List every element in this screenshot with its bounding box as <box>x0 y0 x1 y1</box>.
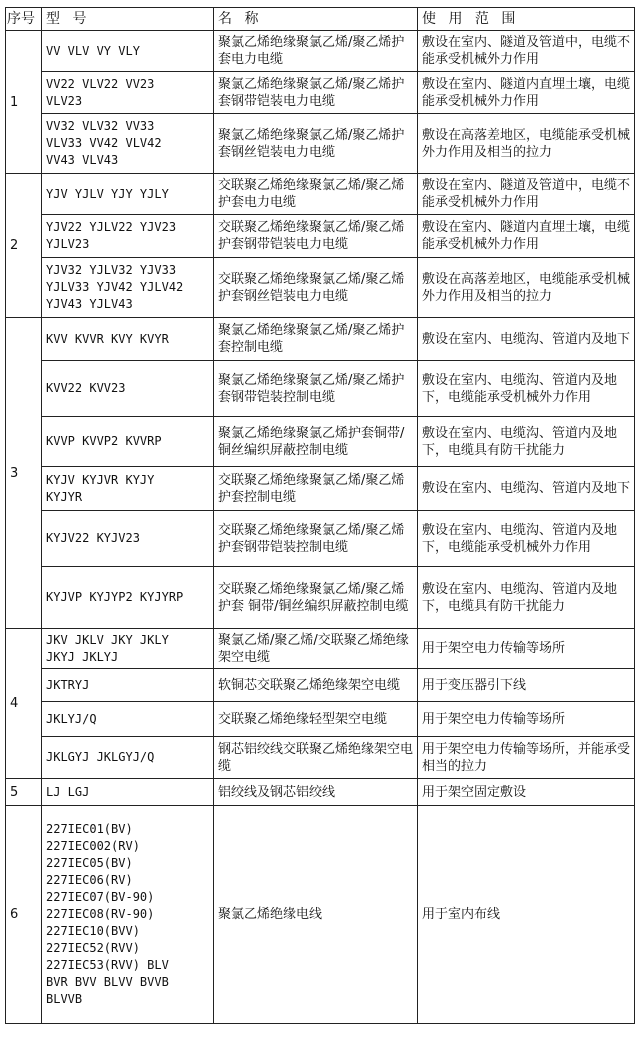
usage-cell: 敷设在高落差地区，电缆能承受机械外力作用及相当的拉力 <box>418 114 635 174</box>
model-cell <box>42 629 214 669</box>
usage-cell: 敷设在室内、隧道内直埋土壤，电缆能承受机械外力作用 <box>418 215 635 258</box>
model-code: JKV JKLV JKY JKLY <box>46 632 169 647</box>
name-cell: 聚氯乙烯绝缘聚氯乙烯/聚乙烯护套钢带铠装电力电缆 <box>214 72 418 114</box>
model-code: KYJVP KYJYP2 KYJYRP <box>46 590 184 604</box>
name-cell: 交联聚乙烯绝缘聚氯乙烯/聚乙烯护套控制电缆 <box>214 467 418 511</box>
usage-cell: 用于室内布线 <box>418 806 635 1024</box>
usage-cell: 敷设在室内、隧道及管道中，电缆不能承受机械外力作用 <box>418 31 635 72</box>
table-row <box>6 258 635 318</box>
model-code: VV32 VLV32 VV33 <box>46 119 155 133</box>
usage-cell: 用于架空电力传输等场所 <box>418 629 635 669</box>
seq-cell: 2 <box>6 174 42 318</box>
model-code: VV22 VLV22 VV23 <box>46 76 155 91</box>
model-code: BVR BVV BLVV BVVB <box>46 975 169 989</box>
table-row <box>6 417 635 467</box>
model-cell <box>42 72 214 114</box>
model-code: JKYJ JKLYJ <box>46 649 119 664</box>
model-code: 227IEC52(RVV) <box>46 941 140 955</box>
name-cell: 交联聚乙烯绝缘轻型架空电缆 <box>214 702 418 737</box>
model-cell <box>42 215 214 258</box>
model-cell <box>42 737 214 779</box>
model-code: 227IEC08(RV-90) <box>46 907 155 921</box>
table-row <box>6 467 635 511</box>
usage-cell: 敷设在室内、电缆沟、管道内及地下，电缆能承受机械外力作用 <box>418 361 635 417</box>
model-cell <box>42 467 214 511</box>
table-row <box>6 215 635 258</box>
model-cell <box>42 669 214 702</box>
seq-cell: 5 <box>6 779 42 806</box>
watermark <box>540 1042 630 1054</box>
model-code: JKLGYJ JKLGYJ/Q <box>46 750 155 764</box>
model-code: LJ LGJ <box>46 784 90 799</box>
usage-cell: 用于架空电力传输等场所 <box>418 702 635 737</box>
usage-cell: 用于架空固定敷设 <box>418 779 635 806</box>
table-row <box>6 702 635 737</box>
table-header <box>6 8 635 31</box>
model-code: JKLYJ/Q <box>46 711 97 726</box>
seq-cell: 1 <box>6 31 42 174</box>
model-code: 227IEC05(BV) <box>46 856 133 870</box>
model-cell <box>42 318 214 361</box>
model-cell <box>42 31 214 72</box>
usage-cell: 敷设在高落差地区，电缆能承受机械外力作用及相当的拉力 <box>418 258 635 318</box>
cable-spec-table <box>5 7 635 1024</box>
table-row <box>6 669 635 702</box>
model-cell <box>42 361 214 417</box>
model-code: YJV43 YJLV43 <box>46 297 133 311</box>
model-code: KYJV KYJVR KYJY <box>46 472 155 487</box>
usage-cell: 敷设在室内、电缆沟、管道内及地下 <box>418 467 635 511</box>
name-cell: 聚氯乙烯绝缘聚氯乙烯/聚乙烯护套控制电缆 <box>214 318 418 361</box>
model-code: VLV23 <box>46 93 83 108</box>
header-name: 名 称 <box>214 8 418 31</box>
model-code: YJV32 YJLV32 YJV33 <box>46 263 177 277</box>
name-cell: 聚氯乙烯绝缘电线 <box>214 806 418 1024</box>
table-row <box>6 567 635 629</box>
model-code: KYJV22 KYJV23 <box>46 531 140 545</box>
model-code: KYJYR <box>46 489 83 504</box>
model-cell <box>42 114 214 174</box>
model-code: JKTRYJ <box>46 677 90 692</box>
seq-cell: 6 <box>6 806 42 1024</box>
name-cell: 交联聚乙烯绝缘聚氯乙烯/聚乙烯护套钢丝铠装电力电缆 <box>214 258 418 318</box>
name-cell: 交联聚乙烯绝缘聚氯乙烯/聚乙烯护套钢带铠装电力电缆 <box>214 215 418 258</box>
model-code: 227IEC10(BVV) <box>46 924 140 938</box>
model-cell <box>42 511 214 567</box>
model-cell <box>42 417 214 467</box>
model-code: KVV KVVR KVY KVYR <box>46 331 169 346</box>
name-cell: 聚氯乙烯/聚乙烯/交联聚乙烯绝缘架空电缆 <box>214 629 418 669</box>
name-cell: 聚氯乙烯绝缘聚氯乙烯/聚乙烯护套电力电缆 <box>214 31 418 72</box>
table-row <box>6 779 635 806</box>
table-row <box>6 737 635 779</box>
table-row <box>6 174 635 215</box>
name-cell: 聚氯乙烯绝缘聚氯乙烯护套铜带/铜丝编织屏蔽控制电缆 <box>214 417 418 467</box>
seq-cell: 4 <box>6 629 42 779</box>
table-body <box>6 31 635 1024</box>
name-cell: 交联聚乙烯绝缘聚氯乙烯/聚乙烯护套电力电缆 <box>214 174 418 215</box>
model-cell <box>42 258 214 318</box>
table-row <box>6 318 635 361</box>
name-cell: 钢芯铝绞线交联聚乙烯绝缘架空电缆 <box>214 737 418 779</box>
model-code: 227IEC06(RV) <box>46 873 133 887</box>
model-code: BLVVB <box>46 992 83 1006</box>
table-row <box>6 114 635 174</box>
model-code: YJV22 YJLV22 YJV23 <box>46 220 177 234</box>
name-cell: 软铜芯交联聚乙烯绝缘架空电缆 <box>214 669 418 702</box>
model-code: 227IEC002(RV) <box>46 839 140 853</box>
header-usage: 使 用 范 围 <box>418 8 635 31</box>
usage-cell: 敷设在室内、电缆沟、管道内及地下，电缆能承受机械外力作用 <box>418 511 635 567</box>
table-row <box>6 629 635 669</box>
model-code: 227IEC01(BV) <box>46 822 133 836</box>
model-code: YJLV23 <box>46 237 90 251</box>
model-code: KVVP KVVP2 KVVRP <box>46 434 162 448</box>
table-row <box>6 72 635 114</box>
model-cell <box>42 174 214 215</box>
model-code: VLV33 VV42 VLV42 <box>46 136 162 150</box>
usage-cell: 用于变压器引下线 <box>418 669 635 702</box>
name-cell: 聚氯乙烯绝缘聚氯乙烯/聚乙烯护套钢带铠装控制电缆 <box>214 361 418 417</box>
usage-cell: 敷设在室内、电缆沟、管道内及地下，电缆具有防干扰能力 <box>418 417 635 467</box>
model-code: VV43 VLV43 <box>46 153 119 167</box>
table-row <box>6 806 635 1024</box>
model-code: KVV22 KVV23 <box>46 381 126 395</box>
model-cell <box>42 806 214 1024</box>
usage-cell: 敷设在室内、隧道及管道中，电缆不能承受机械外力作用 <box>418 174 635 215</box>
name-cell: 交联聚乙烯绝缘聚氯乙烯/聚乙烯护套 铜带/铜丝编织屏蔽控制电缆 <box>214 567 418 629</box>
header-row <box>6 8 635 31</box>
usage-cell: 敷设在室内、电缆沟、管道内及地下，电缆具有防干扰能力 <box>418 567 635 629</box>
model-code: YJLV33 YJV42 YJLV42 <box>46 280 184 294</box>
model-cell <box>42 567 214 629</box>
model-cell <box>42 702 214 737</box>
usage-cell: 敷设在室内、隧道内直埋土壤，电缆能承受机械外力作用 <box>418 72 635 114</box>
header-model: 型 号 <box>42 8 214 31</box>
name-cell: 聚氯乙烯绝缘聚氯乙烯/聚乙烯护套钢丝铠装电力电缆 <box>214 114 418 174</box>
model-code: VV VLV VY VLY <box>46 43 140 58</box>
model-code: YJV YJLV YJY YJLY <box>46 186 169 201</box>
header-seq: 序号 <box>6 8 42 31</box>
model-code: 227IEC07(BV-90) <box>46 890 155 904</box>
table-row <box>6 31 635 72</box>
table-row <box>6 361 635 417</box>
table-row <box>6 511 635 567</box>
seq-cell: 3 <box>6 318 42 629</box>
usage-cell: 用于架空电力传输等场所，并能承受相当的拉力 <box>418 737 635 779</box>
usage-cell: 敷设在室内、电缆沟、管道内及地下 <box>418 318 635 361</box>
name-cell: 交联聚乙烯绝缘聚氯乙烯/聚乙烯护套钢带铠装控制电缆 <box>214 511 418 567</box>
model-code: 227IEC53(RVV) BLV <box>46 958 169 972</box>
model-cell <box>42 779 214 806</box>
name-cell: 铝绞线及钢芯铝绞线 <box>214 779 418 806</box>
